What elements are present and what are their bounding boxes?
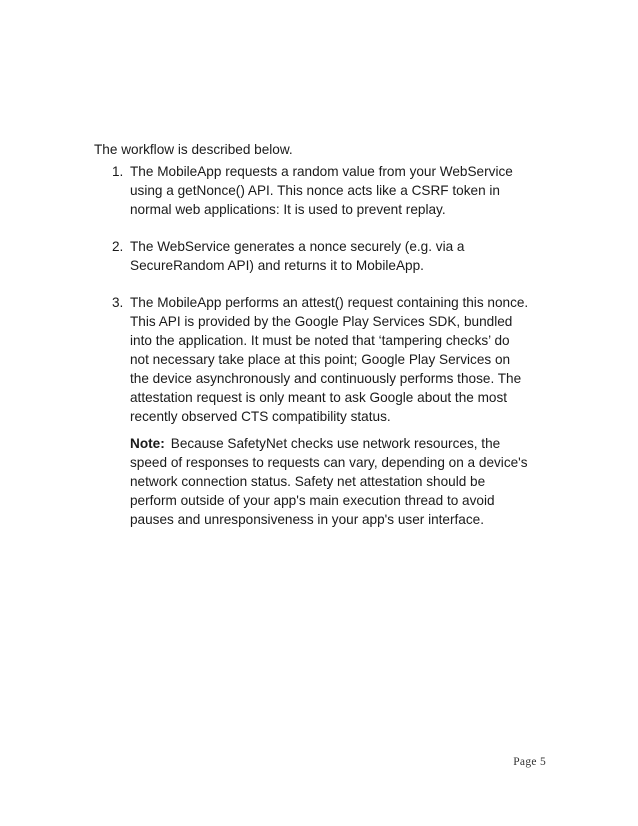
note-block — [130, 434, 560, 529]
workflow-step-2 — [112, 237, 562, 275]
workflow-step-3 — [112, 293, 562, 426]
note-text-line: pauses and unresponsiveness in your app's user interface. — [130, 512, 484, 527]
step-text-line: This API is provided by the Google Play Services SDK, bundled — [130, 314, 513, 329]
note-text-line: speed of responses to requests can vary, depending on a device's — [130, 455, 528, 470]
note-text-line: perform outside of your app's main execution thread to avoid — [130, 493, 495, 508]
step-text-line: attestation request is only meant to ask Google about the most — [130, 390, 508, 405]
step-text-line: The WebService generates a nonce securely (e.g. via a — [130, 239, 465, 254]
step-text-line: into the application. It must be noted that ‘tampering checks’ do — [130, 333, 510, 348]
step-text-line: The MobileApp performs an attest() request containing this nonce. — [130, 295, 529, 310]
step-text-line: the device asynchronously and continuously performs those. The — [130, 371, 522, 386]
workflow-steps-list — [112, 162, 562, 444]
step-text-line: SecureRandom API) and returns it to MobileApp. — [130, 258, 424, 273]
note-first-line — [130, 434, 560, 453]
note-label: Note: — [130, 436, 165, 451]
intro-text: The workflow is described below. — [94, 142, 293, 157]
step-number: 3. — [112, 295, 124, 310]
note-text-line: network connection status. Safety net attestation should be — [130, 474, 486, 489]
step-text-line: not necessary take place at this point; Google Play Services on — [130, 352, 511, 367]
workflow-step-1 — [112, 162, 562, 219]
page-number: Page 5 — [513, 756, 546, 768]
step-text-line: using a getNonce() API. This nonce acts like a CSRF token in — [130, 183, 500, 198]
step-text-line: normal web applications: It is used to prevent replay. — [130, 202, 446, 217]
step-text-line: recently observed CTS compatibility status. — [130, 409, 391, 424]
note-text: Because SafetyNet checks use network resources, the — [170, 436, 501, 451]
step-text-line: The MobileApp requests a random value from your WebService — [130, 164, 513, 179]
step-number: 2. — [112, 239, 124, 254]
step-number: 1. — [112, 164, 124, 179]
